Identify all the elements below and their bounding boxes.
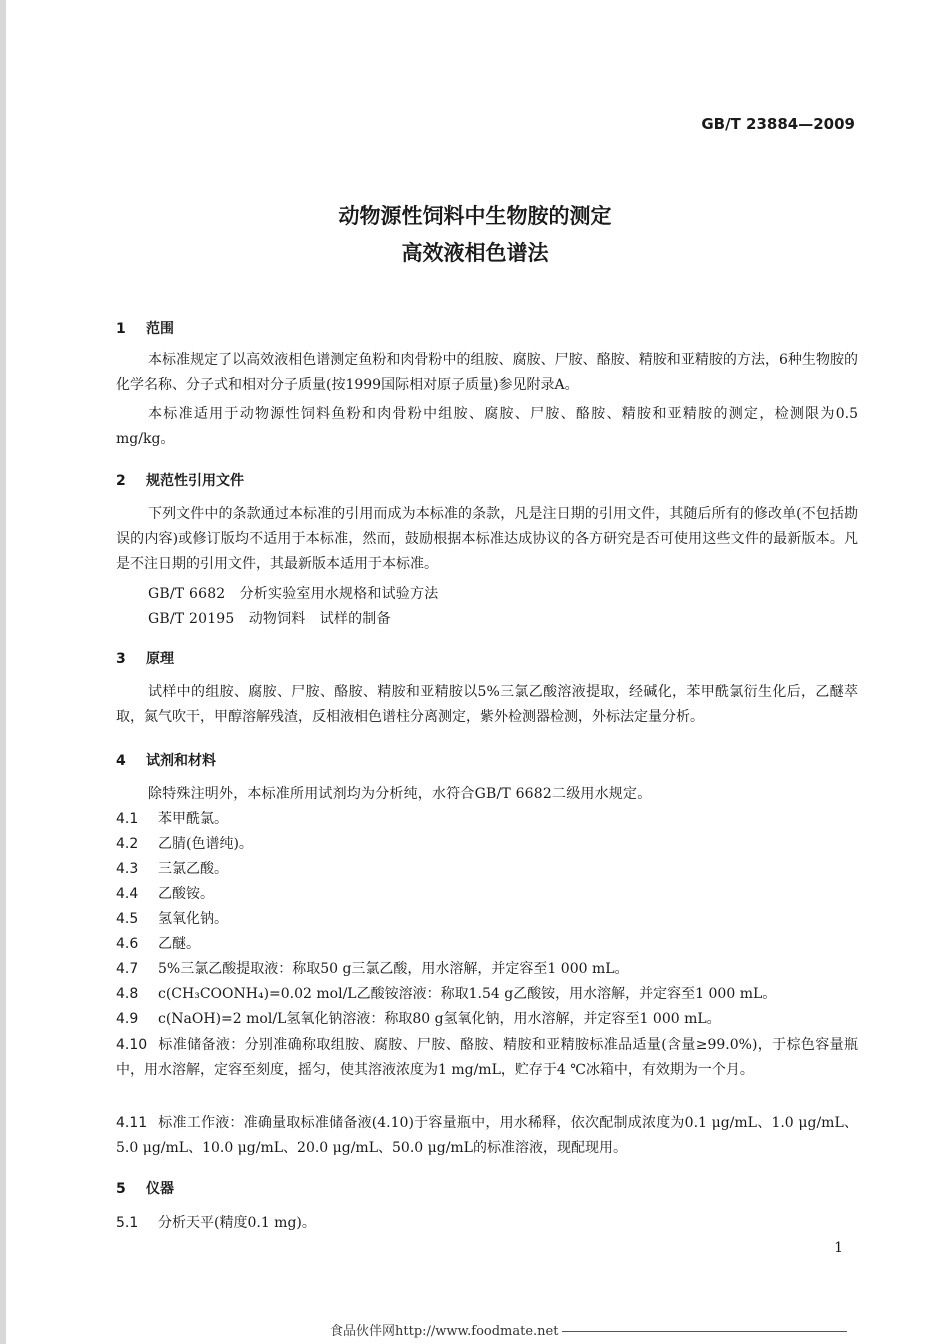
item-text: 苯甲酰氯。 bbox=[158, 811, 228, 827]
standard-code: GB/T 23884—2009 bbox=[701, 115, 855, 133]
item-number: 4.5 bbox=[116, 911, 139, 927]
item-number: 4.10 bbox=[116, 1037, 148, 1053]
section-title: 规范性引用文件 bbox=[146, 473, 244, 489]
item-number: 4.2 bbox=[116, 836, 139, 852]
section-number: 3 bbox=[116, 651, 126, 667]
section-3-heading bbox=[116, 648, 174, 668]
item-number: 4.4 bbox=[116, 886, 139, 902]
list-item bbox=[116, 833, 253, 853]
item-text: c(NaOH)=2 mol/L氢氧化钠溶液：称取80 g氢氧化钠，用水溶解，并定容至1 000 mL。 bbox=[158, 1011, 721, 1027]
item-text: 标准储备液：分别准确称取组胺、腐胺、尸胺、酪胺、精胺和亚精胺标准品适量(含量≥99.0%)，于棕色容量瓶中，用水溶解，定容至刻度，摇匀，使其溶液浓度为1 mg/mL，贮存于4 ℃冰箱中，有效期为一个月。 bbox=[116, 1037, 858, 1078]
item-text: 三氯乙酸。 bbox=[158, 861, 228, 877]
item-text: c(CH₃COONH₄)=0.02 mol/L乙酸铵溶液：称取1.54 g乙酸铵，用水溶解，并定容至1 000 mL。 bbox=[158, 986, 777, 1002]
item-number: 5.1 bbox=[116, 1215, 139, 1231]
list-item bbox=[116, 1033, 858, 1083]
section-4-heading bbox=[116, 750, 216, 770]
footer-rule bbox=[562, 1331, 847, 1332]
document-title: 动物源性饲料中生物胺的测定 bbox=[338, 204, 612, 228]
list-item bbox=[116, 858, 228, 878]
item-number: 4.9 bbox=[116, 1011, 139, 1027]
section-5-heading bbox=[116, 1178, 174, 1198]
section-1-paragraph-1: 本标准规定了以高效液相色谱测定鱼粉和肉骨粉中的组胺、腐胺、尸胺、酪胺、精胺和亚精胺的方法，6种生物胺的化学名称、分子式和相对分子质量(按1999国际相对原子质量)参见附录A。 bbox=[116, 352, 858, 393]
section-title: 仪器 bbox=[146, 1181, 174, 1197]
item-number: 4.7 bbox=[116, 961, 139, 977]
list-item bbox=[116, 1111, 858, 1161]
item-number: 4.6 bbox=[116, 936, 139, 952]
item-number: 4.8 bbox=[116, 986, 139, 1002]
page-number: 1 bbox=[834, 1240, 843, 1256]
section-number: 1 bbox=[116, 321, 126, 337]
list-item bbox=[116, 1212, 316, 1232]
item-text: 5%三氯乙酸提取液：称取50 g三氯乙酸，用水溶解，并定容至1 000 mL。 bbox=[158, 961, 629, 977]
item-number: 4.1 bbox=[116, 811, 139, 827]
list-item bbox=[116, 933, 200, 953]
footer-watermark bbox=[330, 1320, 847, 1339]
item-text: 乙腈(色谱纯)。 bbox=[158, 836, 253, 852]
section-2-paragraph-1: 下列文件中的条款通过本标准的引用而成为本标准的条款，凡是注日期的引用文件，其随后所有的修改单(不包括勘误的内容)或修订版均不适用于本标准，然而，鼓励根据本标准达成协议的各方研究是否可使用这些文件的最新版本。凡是不注日期的引用文件，其最新版本适用于本标准。 bbox=[116, 506, 858, 572]
document-subtitle: 高效液相色谱法 bbox=[401, 241, 549, 265]
section-1-heading bbox=[116, 318, 174, 338]
section-3-paragraph-1: 试样中的组胺、腐胺、尸胺、酪胺、精胺和亚精胺以5%三氯乙酸溶液提取，经碱化，苯甲酰氯衍生化后，乙醚萃取，氮气吹干，甲醇溶解残渣，反相液相色谱柱分离测定，紫外检测器检测，外标法定量分析。 bbox=[116, 684, 858, 725]
item-text: 标准工作液：准确量取标准储备液(4.10)于容量瓶中，用水稀释，依次配制成浓度为0.1 μg/mL、1.0 μg/mL、5.0 μg/mL、10.0 μg/mL、20.0 μg/mL、50.0 μg/mL的标准溶液，现配现用。 bbox=[116, 1115, 858, 1156]
item-text: 乙酸铵。 bbox=[158, 886, 214, 902]
item-text: 分析天平(精度0.1 mg)。 bbox=[158, 1215, 316, 1231]
section-2-heading bbox=[116, 470, 244, 490]
section-title: 试剂和材料 bbox=[146, 753, 216, 769]
list-item bbox=[116, 1008, 721, 1028]
normative-reference-1: GB/T 6682 分析实验室用水规格和试验方法 bbox=[148, 586, 439, 602]
item-number: 4.3 bbox=[116, 861, 139, 877]
section-4-intro: 除特殊注明外，本标准所用试剂均为分析纯，水符合GB/T 6682二级用水规定。 bbox=[148, 786, 652, 802]
normative-reference-2: GB/T 20195 动物饲料 试样的制备 bbox=[148, 611, 391, 627]
item-number: 4.11 bbox=[116, 1115, 148, 1131]
section-number: 4 bbox=[116, 753, 126, 769]
section-title: 原理 bbox=[146, 651, 174, 667]
list-item bbox=[116, 983, 776, 1003]
list-item bbox=[116, 908, 228, 928]
section-title: 范围 bbox=[146, 321, 174, 337]
list-item bbox=[116, 808, 228, 828]
section-number: 5 bbox=[116, 1181, 126, 1197]
list-item bbox=[116, 958, 629, 978]
list-item bbox=[116, 883, 214, 903]
footer-text: 食品伙伴网http://www.foodmate.net bbox=[330, 1324, 559, 1339]
item-text: 乙醚。 bbox=[158, 936, 200, 952]
section-number: 2 bbox=[116, 473, 126, 489]
section-1-paragraph-2: 本标准适用于动物源性饲料鱼粉和肉骨粉中组胺、腐胺、尸胺、酪胺、精胺和亚精胺的测定，检测限为0.5 mg/kg。 bbox=[116, 406, 858, 447]
item-text: 氢氧化钠。 bbox=[158, 911, 228, 927]
